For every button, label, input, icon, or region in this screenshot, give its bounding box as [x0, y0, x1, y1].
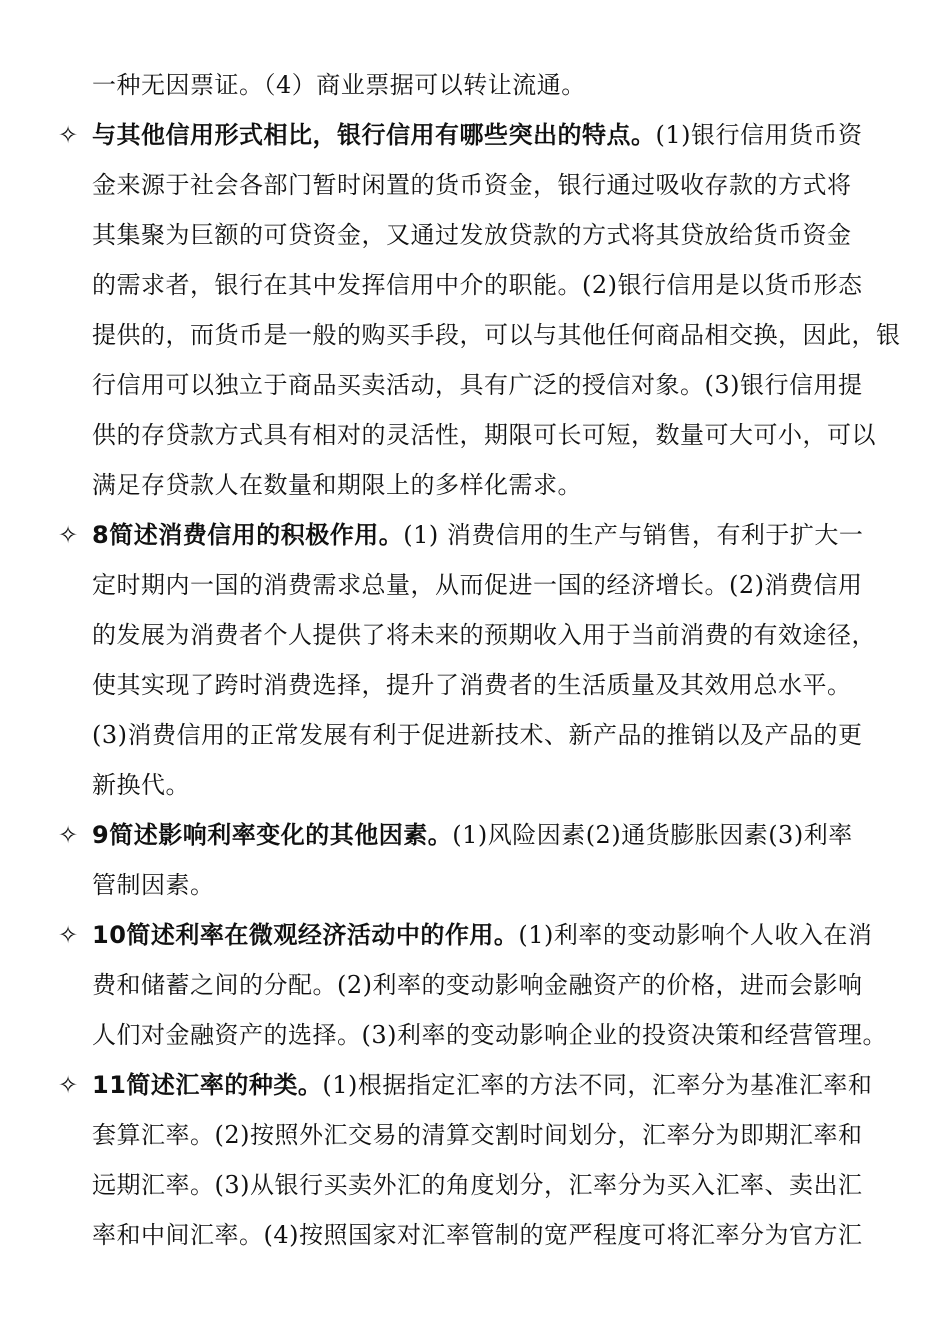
question-heading: 9简述影响利率变化的其他因素。: [92, 821, 453, 849]
question-heading: 8简述消费信用的积极作用。: [92, 521, 404, 549]
question-line: [92, 520, 912, 550]
question-line: [92, 820, 912, 850]
question-heading: 10简述利率在微观经济活动中的作用。: [92, 921, 519, 949]
text-line: 套算汇率。(2)按照外汇交易的清算交割时间划分，汇率分为即期汇率和: [92, 1121, 863, 1149]
diamond-bullet-icon: ✧: [58, 1071, 79, 1099]
text-line: 金来源于社会各部门暂时闲置的货币资金，银行通过吸收存款的方式将: [92, 171, 852, 199]
question-heading: 11简述汇率的种类。: [92, 1071, 323, 1099]
text-line: 的需求者，银行在其中发挥信用中介的职能。(2)银行信用是以货币形态: [92, 271, 863, 299]
answer-text: (1) 消费信用的生产与销售，有利于扩大一: [403, 521, 864, 549]
answer-text: (1)利率的变动影响个人收入在消: [518, 921, 873, 949]
text-line: 远期汇率。(3)从银行买卖外汇的角度划分，汇率分为买入汇率、卖出汇: [92, 1171, 863, 1199]
text-line: 提供的，而货币是一般的购买手段，可以与其他任何商品相交换，因此，银: [92, 321, 901, 349]
answer-text: (1)银行信用货币资: [655, 121, 863, 149]
answer-text: (1)根据指定汇率的方法不同，汇率分为基准汇率和: [322, 1071, 873, 1099]
text-line: 使其实现了跨时消费选择，提升了消费者的生活质量及其效用总水平。: [92, 671, 852, 699]
text-line: 其集聚为巨额的可贷资金，又通过发放贷款的方式将其贷放给货币资金: [92, 221, 852, 249]
diamond-bullet-icon: ✧: [58, 821, 79, 849]
diamond-bullet-icon: ✧: [58, 921, 79, 949]
question-line: [92, 120, 912, 150]
text-line: 新换代。: [92, 771, 190, 799]
text-line: (3)消费信用的正常发展有利于促进新技术、新产品的推销以及产品的更: [92, 721, 863, 749]
question-line: [92, 920, 912, 950]
text-line: 供的存贷款方式具有相对的灵活性，期限可长可短，数量可大可小，可以: [92, 421, 876, 449]
text-line: 率和中间汇率。(4)按照国家对汇率管制的宽严程度可将汇率分为官方汇: [92, 1221, 863, 1249]
text-line: 定时期内一国的消费需求总量，从而促进一国的经济增长。(2)消费信用: [92, 571, 863, 599]
question-line: [92, 1070, 912, 1100]
text-line: 的发展为消费者个人提供了将未来的预期收入用于当前消费的有效途径，: [92, 621, 876, 649]
question-heading: 与其他信用形式相比，银行信用有哪些突出的特点。: [92, 121, 656, 149]
text-line: 一种无因票证。（4）商业票据可以转让流通。: [92, 71, 586, 99]
text-line: 满足存贷款人在数量和期限上的多样化需求。: [92, 471, 582, 499]
diamond-bullet-icon: ✧: [58, 121, 79, 149]
answer-text: (1)风险因素(2)通货膨胀因素(3)利率: [452, 821, 853, 849]
text-line: 人们对金融资产的选择。(3)利率的变动影响企业的投资决策和经营管理。: [92, 1021, 887, 1049]
diamond-bullet-icon: ✧: [58, 521, 79, 549]
text-line: 行信用可以独立于商品买卖活动，具有广泛的授信对象。(3)银行信用提: [92, 371, 863, 399]
text-line: 费和储蓄之间的分配。(2)利率的变动影响金融资产的价格，进而会影响: [92, 971, 863, 999]
text-line: 管制因素。: [92, 871, 215, 899]
